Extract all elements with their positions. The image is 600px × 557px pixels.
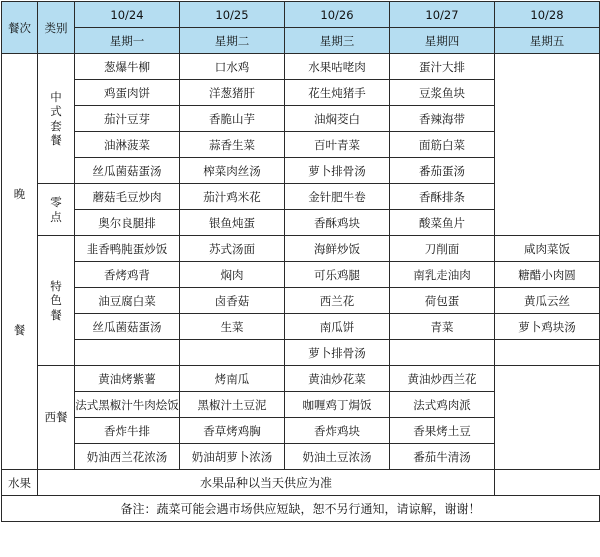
dish-cell: 糖醋小肉圆: [495, 262, 600, 288]
date-header-5: 10/28: [495, 2, 600, 28]
dish-cell: 香烤鸡背: [75, 262, 180, 288]
dish-cell: [390, 340, 495, 366]
dish-cell: 咸肉菜饭: [495, 236, 600, 262]
table-row: [2, 340, 600, 366]
dish-cell: 油焖茭白: [285, 106, 390, 132]
meal-header: 餐次: [2, 2, 38, 54]
table-row: [2, 366, 600, 392]
dish-cell: 黄油烤紫薯: [75, 366, 180, 392]
fruit-label: 水果: [2, 470, 38, 496]
weekday-header-5: 星期五: [495, 28, 600, 54]
fruit-row: [2, 470, 600, 496]
category-western: 西餐: [38, 366, 75, 470]
dish-cell: 香炸鸡块: [285, 418, 390, 444]
dish-cell: 番茄牛清汤: [390, 444, 495, 470]
date-header-3: 10/26: [285, 2, 390, 28]
weekday-header-3: 星期三: [285, 28, 390, 54]
dish-cell: 丝瓜菌菇蛋汤: [75, 158, 180, 184]
dish-cell: 香果烤土豆: [390, 418, 495, 444]
dish-cell: 茄汁豆芽: [75, 106, 180, 132]
dish-cell: 面筋白菜: [390, 132, 495, 158]
dish-cell: 法式黑椒汁牛肉烩饭: [75, 392, 180, 418]
dish-cell: 卤香菇: [180, 288, 285, 314]
dish-cell: 番茄蛋汤: [390, 158, 495, 184]
dish-cell: 酸菜鱼片: [390, 210, 495, 236]
dish-cell: 香炸牛排: [75, 418, 180, 444]
category-chinese-set: 中 式 套 餐: [38, 54, 75, 184]
dish-cell: 可乐鸡腿: [285, 262, 390, 288]
dish-cell: 刀削面: [390, 236, 495, 262]
dish-cell: 青菜: [390, 314, 495, 340]
weekday-header-2: 星期二: [180, 28, 285, 54]
dish-cell: 油淋菠菜: [75, 132, 180, 158]
dish-cell: 荷包蛋: [390, 288, 495, 314]
dish-cell: 西兰花: [285, 288, 390, 314]
dish-cell: 金针肥牛卷: [285, 184, 390, 210]
weekday-header-1: 星期一: [75, 28, 180, 54]
table-row: [2, 54, 600, 80]
meal-char: 餐: [13, 322, 26, 337]
dish-cell: 水果咕咾肉: [285, 54, 390, 80]
dish-cell: 香酥鸡块: [285, 210, 390, 236]
dish-cell: 奶油土豆浓汤: [285, 444, 390, 470]
dish-cell: 韭香鸭肫蛋炒饭: [75, 236, 180, 262]
dish-cell: 烤南瓜: [180, 366, 285, 392]
dish-cell: 银鱼炖蛋: [180, 210, 285, 236]
dish-cell: 黑椒汁土豆泥: [180, 392, 285, 418]
dish-cell: 苏式汤面: [180, 236, 285, 262]
dish-cell: 蛋汁大排: [390, 54, 495, 80]
dish-cell: 榨菜肉丝汤: [180, 158, 285, 184]
dish-cell: [180, 340, 285, 366]
dish-cell: 香草烤鸡胸: [180, 418, 285, 444]
dish-cell: 萝卜排骨汤: [285, 340, 390, 366]
dish-cell: [75, 340, 180, 366]
dish-cell: 黄油炒西兰花: [390, 366, 495, 392]
dish-cell: 萝卜鸡块汤: [495, 314, 600, 340]
dish-cell: 奶油胡萝卜浓汤: [180, 444, 285, 470]
date-header-1: 10/24: [75, 2, 180, 28]
dish-cell: 油豆腐白菜: [75, 288, 180, 314]
dish-cell: 黄油炒花菜: [285, 366, 390, 392]
dish-cell: 蒜香生菜: [180, 132, 285, 158]
dish-cell: 香酥排条: [390, 184, 495, 210]
dish-cell: 丝瓜菌菇蛋汤: [75, 314, 180, 340]
meal-cell-dinner: [2, 54, 38, 470]
table-row: [2, 262, 600, 288]
dish-cell: 茄汁鸡米花: [180, 184, 285, 210]
dish-cell: 法式鸡肉派: [390, 392, 495, 418]
category-header: 类别: [38, 2, 75, 54]
dish-cell: 奶油西兰花浓汤: [75, 444, 180, 470]
dish-cell: 生菜: [180, 314, 285, 340]
footer-note: 备注：蔬菜可能会遇市场供应短缺，恕不另行通知，请谅解，谢谢！: [2, 496, 600, 522]
dish-cell: 咖喱鸡丁焗饭: [285, 392, 390, 418]
dish-cell: 花生炖猪手: [285, 80, 390, 106]
dish-cell: 蘑菇毛豆炒肉: [75, 184, 180, 210]
date-header-4: 10/27: [390, 2, 495, 28]
dish-cell: 南瓜饼: [285, 314, 390, 340]
table-row: [2, 288, 600, 314]
dish-cell: 口水鸡: [180, 54, 285, 80]
dish-cell: 南乳走油肉: [390, 262, 495, 288]
footer-row: [2, 496, 600, 522]
dish-cell: 黄瓜云丝: [495, 288, 600, 314]
fruit-note: 水果品种以当天供应为准: [38, 470, 495, 496]
dish-cell: 葱爆牛柳: [75, 54, 180, 80]
header-date-row: [2, 2, 600, 28]
weekday-header-4: 星期四: [390, 28, 495, 54]
dish-cell: 焖肉: [180, 262, 285, 288]
weekly-menu-table: [1, 1, 600, 522]
table-row: [2, 314, 600, 340]
dish-cell: 洋葱猪肝: [180, 80, 285, 106]
dish-cell-empty: [495, 366, 600, 470]
dish-cell: 奥尔良腿排: [75, 210, 180, 236]
category-specialty: 特 色 餐: [38, 236, 75, 366]
category-a-la-carte: 零 点: [38, 184, 75, 236]
dish-cell: 豆浆鱼块: [390, 80, 495, 106]
dish-cell: 海鲜炒饭: [285, 236, 390, 262]
meal-char: 晚: [13, 186, 26, 201]
dish-cell: 百叶青菜: [285, 132, 390, 158]
dish-cell: 萝卜排骨汤: [285, 158, 390, 184]
dish-cell: 香辣海带: [390, 106, 495, 132]
header-weekday-row: [2, 28, 600, 54]
dish-cell: 鸡蛋肉饼: [75, 80, 180, 106]
table-row: [2, 236, 600, 262]
date-header-2: 10/25: [180, 2, 285, 28]
dish-cell: [495, 340, 600, 366]
dish-cell-empty: [495, 54, 600, 236]
menu-page: [1, 1, 599, 555]
dish-cell: 香脆山芋: [180, 106, 285, 132]
